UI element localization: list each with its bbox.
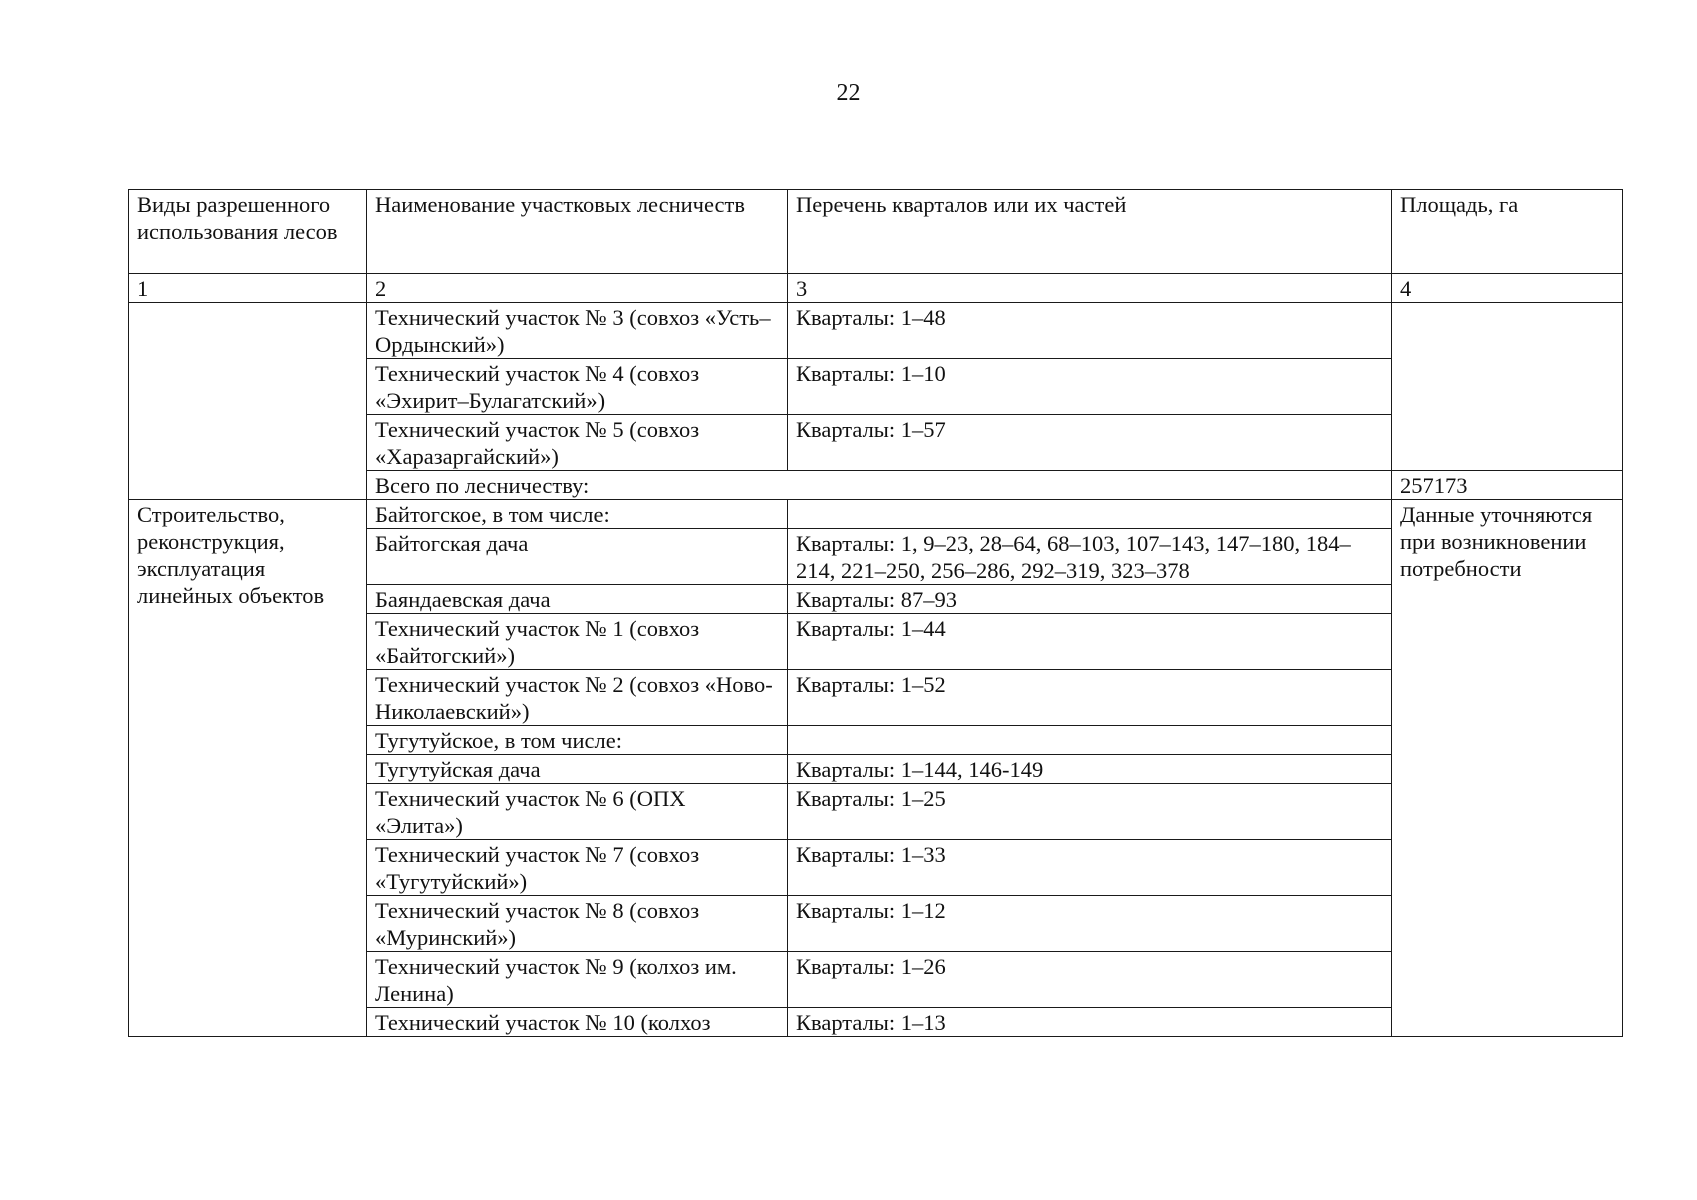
table-header-row [129,190,1623,274]
header-quarters-list: Перечень кварталов или их частей [788,190,1392,274]
usage-type-cell: Строительство, реконструкция, эксплуатация линейных объектов [129,500,367,1037]
forestry-name-cell: Байтогское, в том числе: [367,500,788,529]
forestry-name-cell: Баяндаевская дача [367,585,788,614]
forestry-name-cell: Технический участок № 1 (совхоз «Байтогский») [367,614,788,670]
forest-usage-table [128,189,1623,1037]
area-cell [1392,303,1623,471]
forestry-name-cell: Технический участок № 4 (совхоз «Эхирит–Булагатский») [367,359,788,415]
quarters-cell [788,500,1392,529]
quarters-cell: Кварталы: 87–93 [788,585,1392,614]
forestry-name-cell: Технический участок № 6 (ОПХ «Элита») [367,784,788,840]
column-number: 2 [367,274,788,303]
quarters-cell: Кварталы: 1–52 [788,670,1392,726]
column-number: 3 [788,274,1392,303]
header-area: Площадь, га [1392,190,1623,274]
column-number: 4 [1392,274,1623,303]
quarters-cell: Кварталы: 1–48 [788,303,1392,359]
forestry-name-cell: Тугутуйская дача [367,755,788,784]
forestry-name-cell: Тугутуйское, в том числе: [367,726,788,755]
column-numbers-row [129,274,1623,303]
forestry-name-cell: Технический участок № 5 (совхоз «Харазаргайский») [367,415,788,471]
total-label: Всего по лесничеству: [367,471,1392,500]
total-area: 257173 [1392,471,1623,500]
forestry-name-cell: Технический участок № 2 (совхоз «Ново-Николаевский») [367,670,788,726]
page-number: 22 [836,80,861,106]
quarters-cell: Кварталы: 1–25 [788,784,1392,840]
quarters-cell: Кварталы: 1–26 [788,952,1392,1008]
quarters-cell [788,726,1392,755]
header-forestry-name: Наименование участковых лесничеств [367,190,788,274]
quarters-cell: Кварталы: 1–44 [788,614,1392,670]
column-number: 1 [129,274,367,303]
quarters-cell: Кварталы: 1, 9–23, 28–64, 68–103, 107–143, 147–180, 184–214, 221–250, 256–286, 292–319, 323–378 [788,529,1392,585]
quarters-cell: Кварталы: 1–13 [788,1008,1392,1037]
table-row [129,303,1623,359]
quarters-cell: Кварталы: 1–33 [788,840,1392,896]
usage-type-cell [129,303,367,500]
forestry-name-cell: Технический участок № 7 (совхоз «Тугутуйский») [367,840,788,896]
quarters-cell: Кварталы: 1–57 [788,415,1392,471]
forestry-name-cell: Байтогская дача [367,529,788,585]
forestry-name-cell: Технический участок № 8 (совхоз «Муринский») [367,896,788,952]
area-cell: Данные уточняются при возникновении потребности [1392,500,1623,1037]
forestry-name-cell: Технический участок № 3 (совхоз «Усть–Ордынский») [367,303,788,359]
quarters-cell: Кварталы: 1–12 [788,896,1392,952]
forestry-name-cell: Технический участок № 10 (колхоз [367,1008,788,1037]
header-usage-type: Виды разрешенного использования лесов [129,190,367,274]
quarters-cell: Кварталы: 1–144, 146-149 [788,755,1392,784]
quarters-cell: Кварталы: 1–10 [788,359,1392,415]
forestry-name-cell: Технический участок № 9 (колхоз им. Ленина) [367,952,788,1008]
table-row [129,500,1623,529]
